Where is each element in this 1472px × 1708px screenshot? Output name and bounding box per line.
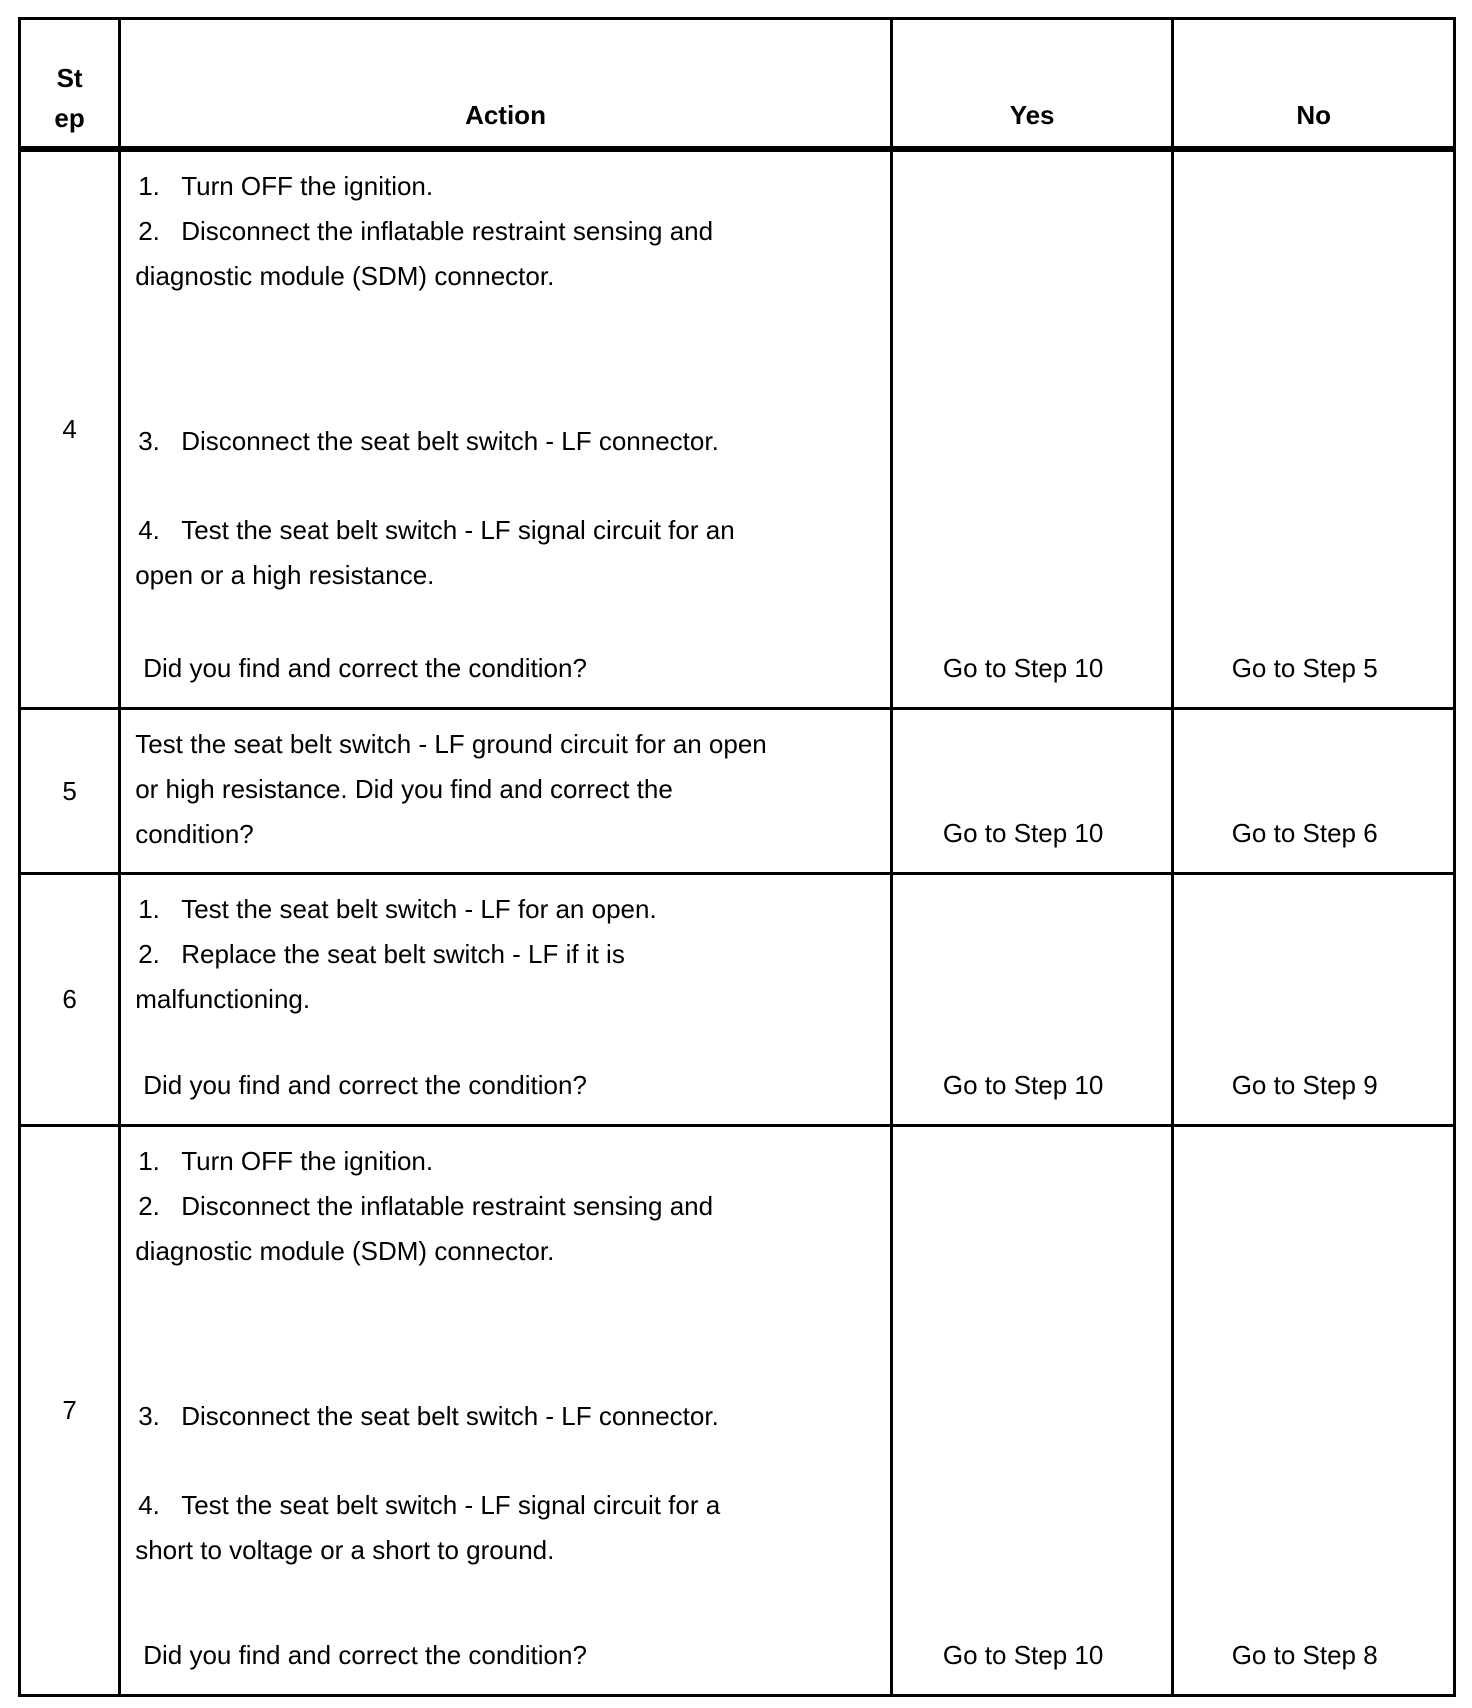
action-line: diagnostic module (SDM) connector.: [135, 1235, 555, 1266]
item-number: 1.: [138, 894, 160, 925]
yes-cell: [891, 874, 1173, 1125]
header-yes: Yes: [891, 19, 1173, 149]
action-line: [135, 508, 882, 553]
action-line: [135, 209, 882, 254]
action-question: Did you find and correct the condition?: [143, 653, 587, 684]
action-line: [135, 1184, 882, 1229]
header-row: [20, 19, 1455, 149]
no-cell: [1173, 1125, 1455, 1695]
action-cell: [120, 874, 892, 1125]
no-result: Go to Step 9: [1231, 1069, 1378, 1100]
no-cell: [1173, 874, 1455, 1125]
item-number: 3.: [138, 425, 160, 456]
action-line: malfunctioning.: [135, 984, 311, 1015]
table-row: [20, 149, 1455, 709]
table-header: [20, 19, 1455, 149]
yes-result: Go to Step 10: [942, 653, 1104, 684]
action-line: [135, 932, 882, 977]
step-number: 4: [20, 149, 120, 709]
action-cell: [120, 709, 892, 874]
item-text: Disconnect the seat belt switch - LF connector.: [181, 1400, 719, 1431]
header-no: No: [1173, 19, 1455, 149]
action-line: open or a high resistance.: [135, 559, 435, 590]
item-text: Test the seat belt switch - LF signal circuit for an: [181, 514, 735, 545]
diagnostic-table: [18, 17, 1456, 1697]
action-cell: [120, 1125, 892, 1695]
action-line: [135, 164, 882, 209]
step-number: 6: [20, 874, 120, 1125]
action-line: diagnostic module (SDM) connector.: [135, 260, 555, 291]
action-line: [135, 419, 882, 464]
item-number: 4.: [138, 1489, 160, 1520]
step-number: 7: [20, 1125, 120, 1695]
item-number: 1.: [138, 1145, 160, 1176]
no-result: Go to Step 6: [1231, 818, 1378, 849]
no-cell: [1173, 149, 1455, 709]
yes-result: Go to Step 10: [942, 818, 1104, 849]
action-cell: [120, 149, 892, 709]
item-text: Test the seat belt switch - LF for an open.: [181, 894, 657, 925]
item-number: 4.: [138, 514, 160, 545]
item-text: Turn OFF the ignition.: [181, 170, 434, 201]
header-action: Action: [120, 19, 892, 149]
yes-cell: [891, 1125, 1173, 1695]
header-step: [20, 19, 120, 149]
item-text: Replace the seat belt switch - LF if it is: [181, 939, 625, 970]
no-cell: [1173, 709, 1455, 874]
action-line: Test the seat belt switch - LF ground circuit for an open: [135, 729, 767, 760]
yes-cell: [891, 709, 1173, 874]
action-line: condition?: [135, 819, 254, 850]
item-number: 3.: [138, 1400, 160, 1431]
action-question: Did you find and correct the condition?: [143, 1640, 587, 1670]
action-question: Did you find and correct the condition?: [143, 1069, 587, 1100]
item-text: Test the seat belt switch - LF signal circuit for a: [181, 1489, 721, 1520]
item-text: Disconnect the inflatable restraint sensing and: [181, 1190, 714, 1221]
action-line: [135, 1139, 882, 1184]
header-step-line1: St: [56, 62, 83, 93]
item-number: 1.: [138, 170, 160, 201]
no-result: Go to Step 8: [1231, 1640, 1378, 1670]
table-body: [20, 149, 1455, 1696]
no-result: Go to Step 5: [1231, 653, 1378, 684]
table-row: [20, 874, 1455, 1125]
item-text: Turn OFF the ignition.: [181, 1145, 434, 1176]
table-row: [20, 709, 1455, 874]
header-step-line2: ep: [54, 102, 85, 133]
item-number: 2.: [138, 215, 160, 246]
item-number: 2.: [138, 939, 160, 970]
yes-cell: [891, 149, 1173, 709]
action-line: or high resistance. Did you find and correct the: [135, 774, 673, 805]
step-number: 5: [20, 709, 120, 874]
action-line: [135, 1394, 882, 1439]
action-line: short to voltage or a short to ground.: [135, 1534, 555, 1565]
yes-result: Go to Step 10: [942, 1069, 1104, 1100]
item-text: Disconnect the inflatable restraint sensing and: [181, 215, 714, 246]
item-number: 2.: [138, 1190, 160, 1221]
item-text: Disconnect the seat belt switch - LF connector.: [181, 425, 719, 456]
action-line: [135, 887, 882, 932]
table-row: [20, 1125, 1455, 1695]
yes-result: Go to Step 10: [942, 1640, 1104, 1670]
action-line: [135, 1483, 882, 1528]
